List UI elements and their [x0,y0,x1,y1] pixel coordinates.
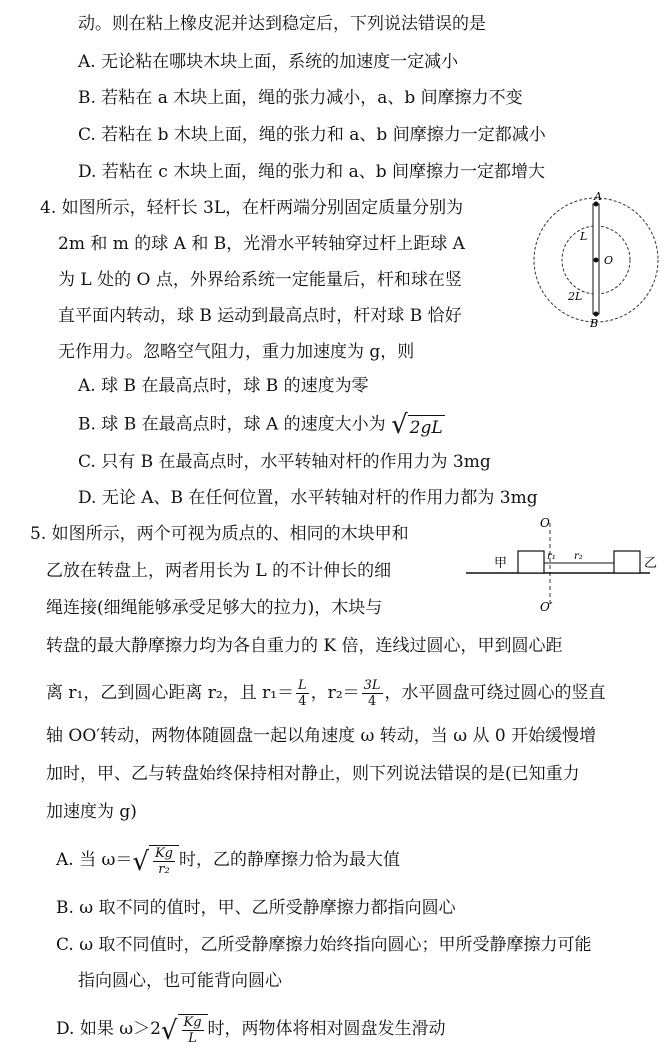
q5-stem-line3: 绳连接(细绳能够承受足够大的拉力)，木块与 [46,598,383,618]
q5-option-c-line1: C. ω 取不同值时，乙所受静摩擦力始终指向圆心；甲所受静摩擦力可能 [56,935,592,955]
q4-option-c: C. 只有 B 在最高点时，水平转轴对杆的作用力为 3mg [78,452,491,472]
sqrt-expression: √ $\frac{Kg}{\text{r₂}}$ [132,845,179,877]
q3-option-a: A. 无论粘在哪块木块上面，系统的加速度一定减小 [78,52,459,72]
q5-option-c-line2: 指向圆心，也可能背向圆心 [78,971,282,991]
q4-stem-line3: 为 L 处的 O 点，外界给系统一定能量后，杆和球在竖 [58,270,462,290]
q3-option-b: B. 若粘在 a 木块上面，绳的张力减小，a、b 间摩擦力不变 [78,88,523,108]
q5-stem-line1: 5. 如图所示，两个可视为质点的、相同的木块甲和 [30,524,409,544]
figure-label-a: A [594,190,602,203]
q5-stem-line4: 转盘的最大静摩擦力均为各自重力的 K 倍，连线过圆心，甲到圆心距 [46,636,563,656]
q4-stem-line5: 无作用力。忽略空气阻力，重力加速度为 g，则 [58,342,415,362]
q5-stem-line2: 乙放在转盘上，两者用长为 L 的不计伸长的细 [46,561,392,581]
fraction: $\frac{3L}{4}$ [363,678,381,709]
q4-stem-line1: 4. 如图所示，轻杆长 3L，在杆两端分别固定质量分别为 [40,198,464,218]
q5-turntable-figure [464,515,664,615]
q4-stem-line2: 2m 和 m 的球 A 和 B，光滑水平转轴穿过杆上距球 A [58,234,465,254]
axis-label-o-prime: O′ [540,600,553,614]
figure-label-l: L [580,230,588,243]
q5-stem-line6: 轴 OO′转动，两物体随圆盘一起以角速度 ω 转动，当 ω 从 0 开始缓慢增 [46,726,597,746]
q4-option-a: A. 球 B 在最高点时，球 B 的速度为零 [78,376,369,396]
axis-label-o: O [540,516,550,530]
figure-label-2l: 2L [568,290,583,303]
q5-option-a: A. 当 ω＝ √ $\frac{Kg}{\text{r₂}}$ 时，乙的静摩擦力恰为最大值 [56,845,400,877]
figure-label-o: O [604,254,614,267]
q4-option-b [78,410,445,440]
sqrt-expression: √ 2gL [391,410,443,440]
sqrt-expression: √ $\frac{Kg}{L}$ [161,1014,208,1046]
block-label-jia: 甲 [494,556,508,571]
q3-option-c: C. 若粘在 b 木块上面，绳的张力和 a、b 间摩擦力一定都减小 [78,125,546,145]
fraction: $\frac{L}{4}$ [298,678,307,709]
label-r2: r₂ [574,551,583,562]
block-label-yi: 乙 [644,556,658,571]
q5-stem-line5: 离 r₁，乙到圆心距离 r₂，且 r₁＝ $\frac{L}{4}$ ，r₂＝ $\frac{3L}{4}$ ，水平圆盘可绕过圆心的竖直 [46,678,606,709]
q4-option-b-text: B. 球 B 在最高点时，球 A 的速度大小为 [78,414,386,435]
q3-stem-continuation: 动。则在粘上橡皮泥并达到稳定后，下列说法错误的是 [78,14,486,34]
q5-stem-line7: 加时，甲、乙与转盘始终保持相对静止，则下列说法错误的是(已知重力 [46,764,580,784]
q5-option-d: D. 如果 ω＞2 √ $\frac{Kg}{L}$ 时，两物体将相对圆盘发生滑动 [56,1014,446,1046]
q4-rotation-figure [532,190,662,330]
q5-stem-line8: 加速度为 g) [46,802,137,822]
q5-option-b: B. ω 取不同的值时，甲、乙所受静摩擦力都指向圆心 [56,898,456,918]
q3-option-d: D. 若粘在 c 木块上面，绳的张力和 a、b 间摩擦力一定都增大 [78,162,545,182]
q4-stem-line4: 直平面内转动，球 B 运动到最高点时，杆对球 B 恰好 [58,306,462,326]
figure-label-b: B [590,317,599,330]
q4-option-d: D. 无论 A、B 在任何位置，水平转轴对杆的作用力都为 3mg [78,488,538,508]
label-r1: r₁ [547,551,556,562]
